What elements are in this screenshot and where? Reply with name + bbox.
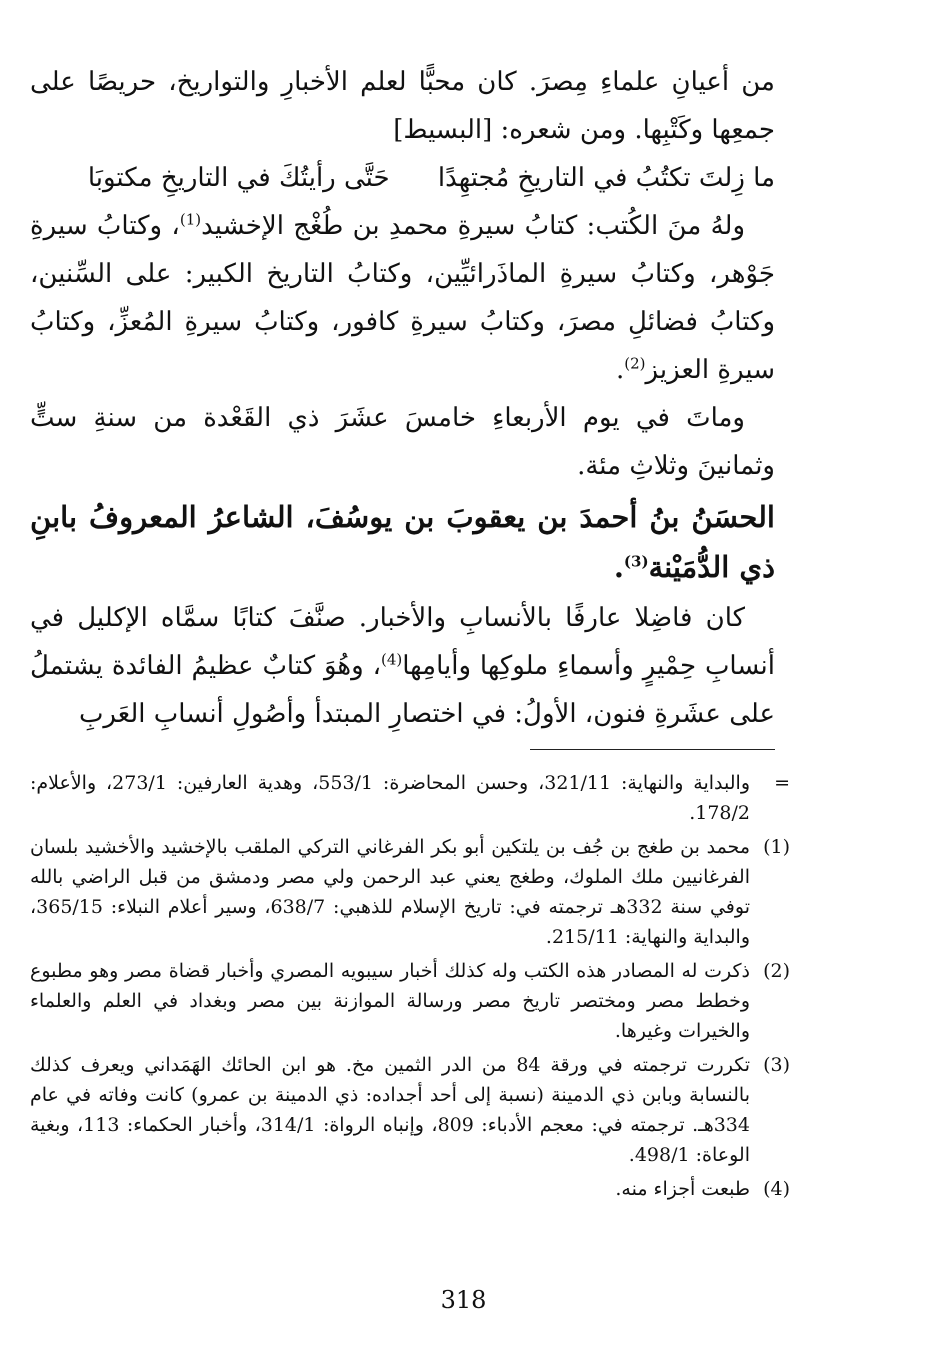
footnotes <box>30 768 790 1208</box>
entry-heading-end: . <box>613 550 624 584</box>
entry-heading-text: الحسَنُ بنُ أحمدَ بن يعقوبَ بن يوسُفَ، الشاعرُ المعروفُ بابنِ ذي الدُّمَيْنة <box>30 500 775 584</box>
footnote-number: (4) <box>763 1178 790 1200</box>
poem-hemistich-1: ما زِلتَ تكتُبُ في التاريخِ مُجتهِدًا <box>437 163 775 193</box>
footnote-number: (2) <box>763 960 790 982</box>
main-text <box>30 58 775 738</box>
paragraph-4-text: كان فاضِلا عارفًا بالأنسابِ والأخبار. صنَّفَ كتابًا سمَّاه الإكليل في أنسابِ حِمْيرٍ وأسماءِ ملوكِها وأيامِها <box>30 603 776 681</box>
footnote-separator <box>530 749 775 750</box>
footnote-ref-3[interactable]: (3) <box>623 552 649 571</box>
footnote-ref-1[interactable]: (1) <box>179 210 202 229</box>
footnote-text: تكررت ترجمته في ورقة 84 من الدر الثمين مخ. هو ابن الحائك الهَمَداني ويعرف كذلك بالنسابة وبابن ذي الدمينة (نسبة إلى أحد أجداده: ذي الدمينة بن عمرو) كانت وفاته في عام 334هـ. ترجمته في: معجم الأدباء: 809، وإنباه الرواة: 314/1، وأخبار الحكماء: 113، وبغية الوعاة: 498/1. <box>30 1054 750 1166</box>
poem-verse <box>30 154 775 202</box>
footnote-text: طبعت أجزاء منه. <box>615 1178 750 1200</box>
entry-heading <box>30 492 775 592</box>
footnote-text: والبداية والنهاية: 321/11، وحسن المحاضرة: 553/1، وهدية العارفين: 273/1، والأعلام: 178/2. <box>30 772 750 824</box>
footnote-ref-2[interactable]: (2) <box>624 354 646 373</box>
footnote-3 <box>30 1050 790 1170</box>
poem-hemistich-2: حَتَّى رأيتُكَ في التاريخِ مكتوبَا <box>87 163 390 193</box>
paragraph-2 <box>30 202 775 394</box>
footnote-1 <box>30 832 790 952</box>
paragraph-2-text: ولهُ منَ الكُتب: كتابُ سيرةِ محمدِ بن طُغْج الإخشيد <box>201 211 745 241</box>
footnote-text: محمد بن طغج بن جُف بن يلتكين أبو بكر الفرغاني التركي الملقب بالإخشيد والأخشيد بلسان الفرغانيين ملك الملوك، وطغج يعني عبد الرحمن ولي مصر ودمشق من قبل الراضي بالله توفي سنة 332هـ ترجمته في: تاريخ الإسلام للذهبي: 638/7، وسير أعلام النبلاء: 365/15، والبداية والنهاية: 215/11. <box>30 836 750 948</box>
footnote-ref-4[interactable]: (4) <box>380 650 403 669</box>
page-number: 318 <box>440 1286 487 1314</box>
footnote-4 <box>30 1174 790 1204</box>
paragraph-3: وماتَ في يوم الأربعاءِ خامسَ عشَرَ ذي القَعْدة من سنةِ ستٍّ وثمانينَ وثلاثِ مئة. <box>30 403 775 481</box>
paragraph-2-text-cont: ، وكتابُ سيرةِ جَوْهر، وكتابُ سيرةِ الماذَرائيِّين، وكتابُ التاريخ الكبير: على السِّنين، وكتابُ فضائلِ مصرَ، وكتابُ سيرةِ كافور، وكتابُ سيرةِ المُعزِّ، وكتابُ سيرةِ العزيز <box>30 211 775 385</box>
paragraph-4-text-cont: ، وهُوَ كتابٌ عظيمُ الفائدة يشتملُ على عشَرةِ فنون، الأولُ: في اختصارِ المبتدأ وأصُولِ أنسابِ العَربِ <box>30 651 775 729</box>
footnote-number: (1) <box>763 836 790 858</box>
paragraph-2-end: . <box>615 355 625 385</box>
footnote-2 <box>30 956 790 1046</box>
footnote-number: (3) <box>763 1054 790 1076</box>
footnote-text: ذكرت له المصادر هذه الكتب وله كذلك أخبار سيبويه المصري وأخبار قضاة مصر وهو مطبوع وخطط مصر ومختصر تاريخ مصر ورسالة الموازنة بين مصر وبغداد في العلم والعلماء والخيرات وغيرها. <box>30 960 750 1042</box>
paragraph-4 <box>30 594 775 738</box>
footnote-number: = <box>774 772 790 794</box>
paragraph-1: من أعيانِ علماءِ مِصرَ. كان محبًّا لعلم الأخبارِ والتواريخ، حريصًا على جمعِها وكَتْبِها. ومن شعره: [البسيط] <box>30 67 775 145</box>
footnote-continuation <box>30 768 790 828</box>
